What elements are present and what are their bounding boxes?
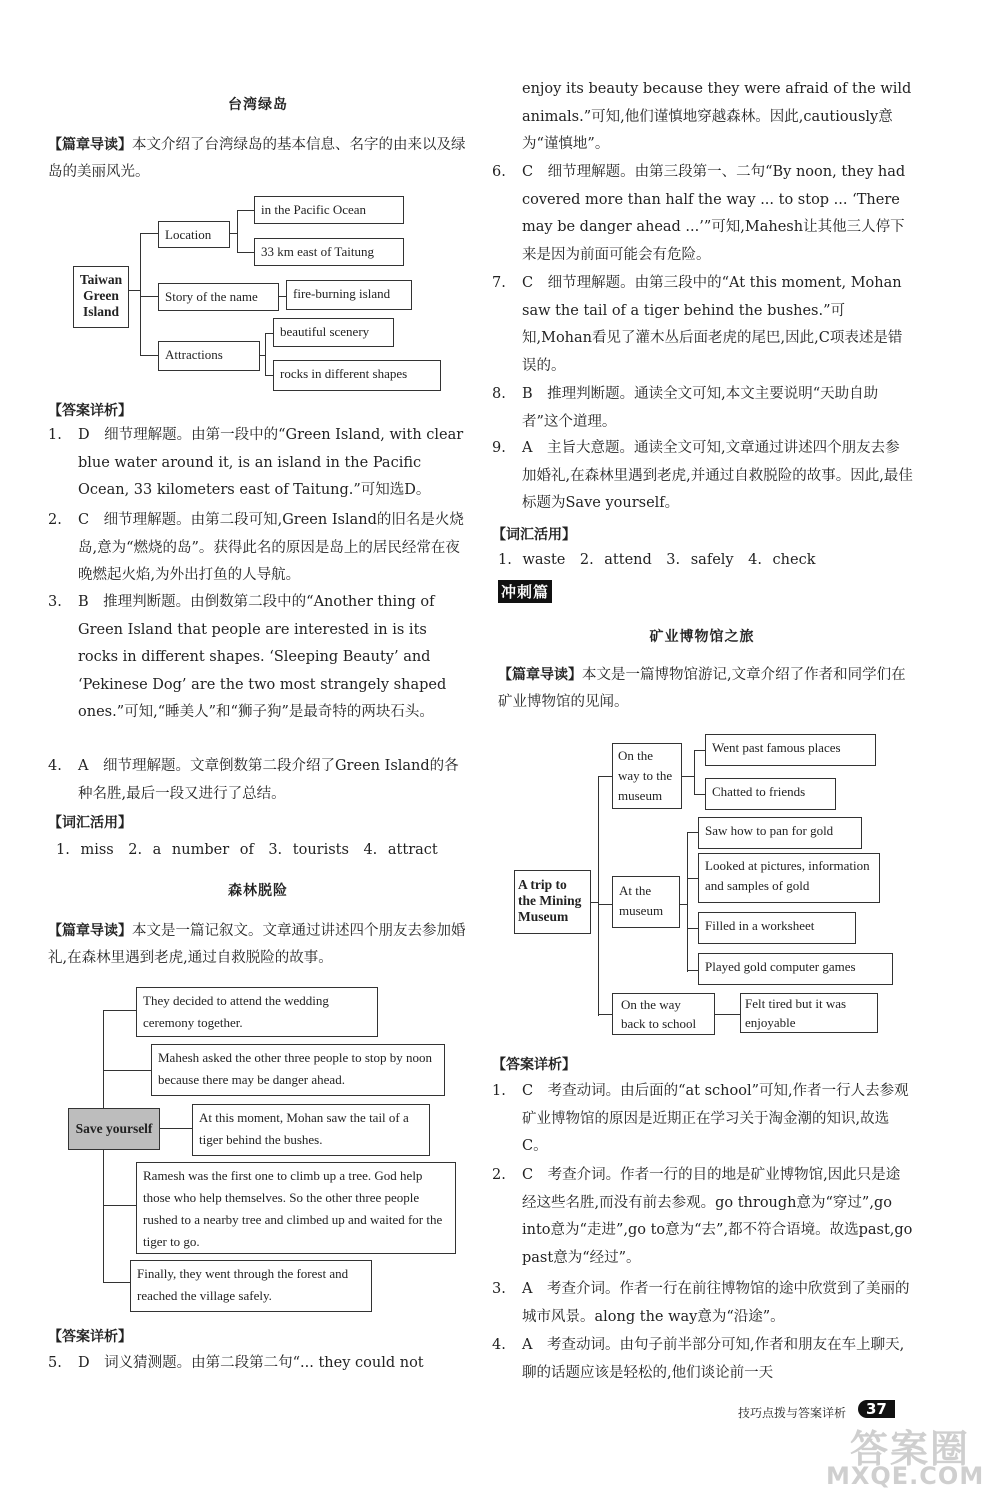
map-leaf: Ramesh was the first one to climb up a tree. God help those who help themselves. So the other three people rushed to a nearby tree and climbed up and waited for the tiger to go. [136, 1162, 456, 1254]
watermark-logo: 答案圈 [850, 1427, 971, 1471]
answers-heading-forest: 【答案详析】 [48, 1329, 132, 1345]
guide-mining: 【篇章导读】本文是一篇博物馆游记,文章介绍了作者和同学们在矿业博物馆的见闻。 [498, 667, 906, 710]
map-leaf: fire-burning island [286, 280, 412, 310]
answer-item: 3. A 考查介词。作者一行在前往博物馆的途中欣赏到了美丽的城市风景。along the way意为“沿途”。 [492, 1281, 910, 1325]
answer-item: 6. C 细节理解题。由第三段第一、二句“By noon, they had covered more than half the way ... to stop ... ‘There may be danger ahead ...’”可知,Mahesh让其他三人停下来是因为前面可能会有危险。 [492, 164, 906, 263]
sprint-section-tag: 冲刺篇 [498, 580, 552, 603]
map-leaf: Saw how to pan for gold [698, 817, 862, 849]
map-leaf: 33 km east of Taitung [254, 238, 404, 266]
map-leaf: Chatted to friends [705, 778, 836, 810]
guide-forest: 【篇章导读】本文是一篇记叙文。文章通过讲述四个朋友去参加婚礼,在森林里遇到老虎,通过自救脱险的故事。 [48, 923, 466, 966]
answer-item: 4. A 考查动词。由句子前半部分可知,作者和朋友在车上聊天,聊的话题应该是轻松的,他们谈论前一天 [492, 1337, 905, 1381]
section-title-mining: 矿业博物馆之旅 [649, 629, 755, 645]
answers-heading-taiwan: 【答案详析】 [48, 403, 132, 419]
map-leaf: Felt tired but it was enjoyable [740, 993, 878, 1033]
answers-heading-mining: 【答案详析】 [492, 1057, 576, 1073]
page-number: 37 [858, 1400, 895, 1418]
map-root: Save yourself [68, 1108, 160, 1150]
map-leaf: rocks in different shapes [273, 360, 441, 391]
answer-item: 2. C 细节理解题。由第二段可知,Green Island的旧名是火烧岛,意为“燃烧的岛”。获得此名的原因是岛上的居民经常在夜晚燃起火焰,为外出打鱼的人导航。 [48, 512, 464, 583]
vocab-heading-forest: 【词汇活用】 [492, 527, 576, 543]
answer-item: 7. C 细节理解题。由第三段中的“At this moment, Mohan saw the tail of a tiger behind the bushes.”可知,Mohan看见了灌木丛后面老虎的尾巴,因此,C项表述是错误的。 [492, 275, 903, 374]
answer-item: 9. A 主旨大意题。通读全文可知,文章通过讲述四个朋友去参加婚礼,在森林里遇到老虎,并通过自救脱险的故事。因此,最佳标题为Save yourself。 [492, 440, 913, 511]
map-leaf: They decided to attend the wedding ceremony together. [136, 987, 378, 1037]
map-leaf: Played gold computer games [698, 953, 893, 985]
answer-item: 3. B 推理判断题。由倒数第二段中的“Another thing of Green Island that people are interested in is its rocks in different shapes. ‘Sleeping Beauty’ and ‘Pekinese Dog’ are the two most strangely shaped ones.”可知,“睡美人”和“狮子狗”是最奇特的两块石头。 [48, 594, 447, 720]
map-node-story: Story of the name [158, 283, 279, 311]
answer-continuation: enjoy its beauty because they were afraid of the wild animals.”可知,他们谨慎地穿越森林。因此,cautiously意为“谨慎地”。 [522, 81, 912, 152]
map-leaf: Mahesh asked the other three people to stop by noon because there may be danger ahead. [151, 1044, 445, 1096]
map-node-location: Location [158, 221, 230, 248]
vocab-heading-taiwan: 【词汇活用】 [48, 815, 132, 831]
vocab-list-taiwan: 1. miss 2. a number of 3. tourists 4. attract [56, 842, 438, 858]
map-leaf: beautiful scenery [273, 318, 394, 347]
guide-label: 【篇章导读】 [48, 137, 132, 153]
map-leaf: in the Pacific Ocean [254, 196, 404, 224]
map-node-at: At the museum [612, 876, 680, 928]
map-node-attractions: Attractions [158, 341, 260, 371]
guide-text: 本文介绍了台湾绿岛的基本信息、名字的由来以及绿岛的美丽风光。 [48, 137, 466, 180]
answer-item: 8. B 推理判断题。通读全文可知,本文主要说明“天助自助者”这个道理。 [492, 386, 879, 430]
map-node-way: On the way to the museum [612, 743, 682, 809]
map-leaf: Finally, they went through the forest and reached the village safely. [130, 1260, 372, 1312]
map-leaf: Filled in a worksheet [698, 912, 856, 944]
answer-item: 5. D 词义猜测题。由第二段第二句“... they could not [48, 1355, 424, 1371]
answer-item: 4. A 细节理解题。文章倒数第二段介绍了Green Island的各种名胜,最后一段又进行了总结。 [48, 758, 459, 802]
map-leaf: Went past famous places [705, 734, 876, 766]
watermark-url: MXQE.COM [826, 1462, 985, 1490]
answer-item: 1. D 细节理解题。由第一段中的“Green Island, with clear blue water around it, is an island in the Pacific Ocean, 33 kilometers east of Taitung.”可知选D。 [48, 427, 464, 498]
footer-label: 技巧点拨与答案详析 [738, 1406, 847, 1420]
section-title-forest: 森林脱险 [228, 883, 288, 899]
guide-taiwan [48, 132, 468, 186]
answer-item: 1. C 考查动词。由后面的“at school”可知,作者一行人去参观矿业博物馆的原因是近期正在学习关于淘金潮的知识,故选C。 [492, 1083, 909, 1154]
map-root: A trip to the Mining Museum [514, 870, 591, 934]
map-node-back: On the way back to school [612, 993, 715, 1035]
vocab-list-forest: 1. waste 2. attend 3. safely 4. check [498, 552, 816, 568]
map-root: Taiwan Green Island [73, 266, 129, 328]
answer-item: 2. C 考查介词。作者一行的目的地是矿业博物馆,因此只是途经这些名胜,而没有前去参观。go through意为“穿过”,go into意为“走进”,go to意为“去”,都不符合语境。故选past,go past意为“经过”。 [492, 1167, 913, 1266]
section-title-taiwan: 台湾绿岛 [228, 97, 288, 113]
map-leaf: At this moment, Mohan saw the tail of a tiger behind the bushes. [192, 1104, 430, 1156]
map-leaf: Looked at pictures, information and samples of gold [698, 853, 880, 903]
